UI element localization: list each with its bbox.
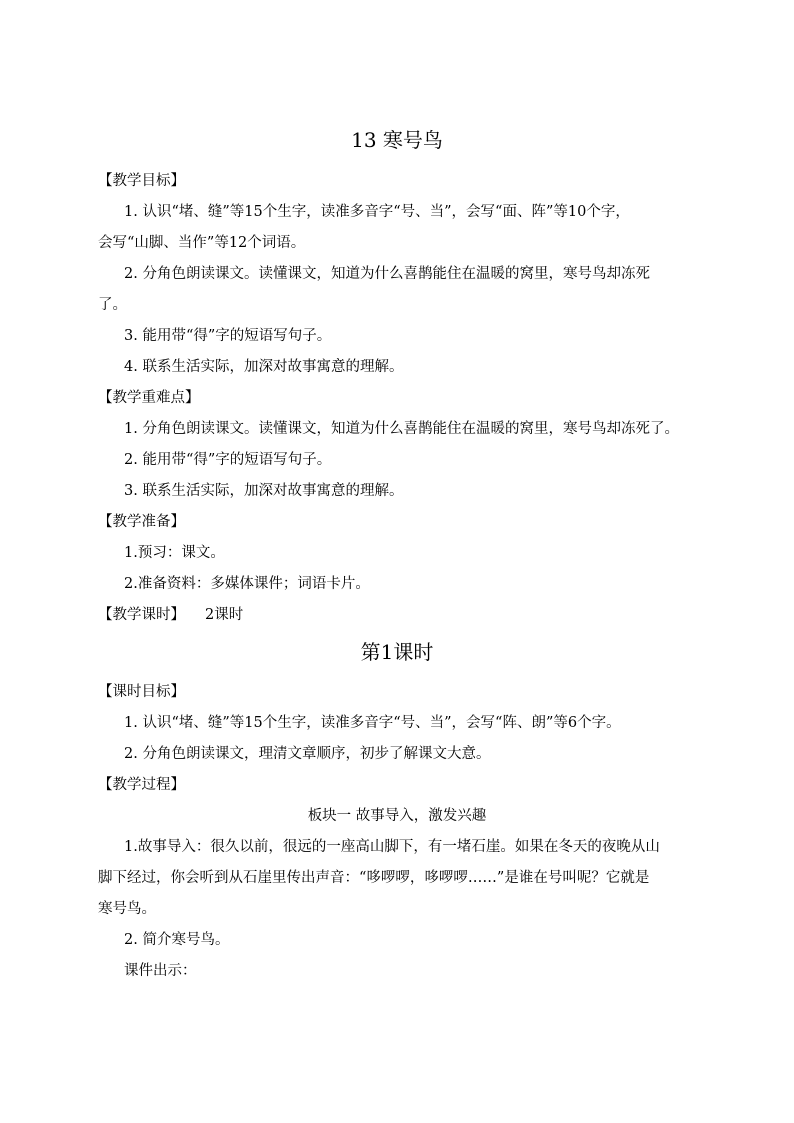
section-heading-process: 【教学过程】 (98, 777, 185, 793)
paragraph-line: 寒号鸟。 (98, 901, 156, 917)
section-heading-lesson-goals: 【课时目标】 (98, 684, 185, 700)
paragraph-line: 1. 认识“堵、缝”等15个生字，读准多音字“号、当”，会写“面、阵”等10个字， (124, 204, 630, 220)
paragraph-line: 2. 简介寒号鸟。 (124, 932, 230, 948)
paragraph-line: 2. 分角色朗读课文，理清文章顺序，初步了解课文大意。 (124, 746, 491, 762)
paragraph-line: 1.预习：课文。 (124, 545, 225, 561)
paragraph-line: 1.故事导入：很久以前，很远的一座高山脚下，有一堵石崖。如果在冬天的夜晚从山 (124, 839, 660, 855)
section-heading-teaching-goals: 【教学目标】 (98, 173, 185, 189)
paragraph-line: 1. 认识“堵、缝”等15个生字，读准多音字“号、当”，会写“阵、朗”等6个字。 (124, 715, 621, 731)
paragraph-line: 1. 分角色朗读课文。读懂课文，知道为什么喜鹊能住在温暖的窝里，寒号鸟却冻死了。 (124, 421, 679, 437)
paragraph-line: 2. 分角色朗读课文。读懂课文，知道为什么喜鹊能住在温暖的窝里，寒号鸟却冻死 (124, 266, 650, 282)
paragraph-line: 课件出示： (124, 963, 197, 979)
paragraph-line: 3. 联系生活实际，加深对故事寓意的理解。 (124, 483, 404, 499)
paragraph-line: 脚下经过，你会听到从石崖里传出声音：“哆啰啰，哆啰啰……”是谁在号叫呢？它就是 (98, 870, 650, 886)
paragraph-line: 2.准备资料：多媒体课件；词语卡片。 (124, 576, 370, 592)
section-heading-class-hours: 【教学课时】 (98, 607, 185, 623)
paragraph-line: 3. 能用带“得”字的短语写句子。 (124, 328, 332, 344)
page-title: 13 寒号鸟 (351, 128, 443, 152)
block-title: 板块一 故事导入，激发兴趣 (307, 808, 487, 824)
class-hours-value: 2课时 (205, 607, 244, 623)
paragraph-line: 会写“山脚、当作”等12个词语。 (98, 235, 306, 251)
lesson-title: 第1课时 (360, 640, 434, 664)
paragraph-line: 2. 能用带“得”字的短语写句子。 (124, 452, 332, 468)
section-heading-key-points: 【教学重难点】 (98, 390, 200, 406)
paragraph-line: 了。 (98, 297, 127, 313)
section-heading-preparation: 【教学准备】 (98, 514, 185, 530)
paragraph-line: 4. 联系生活实际，加深对故事寓意的理解。 (124, 359, 404, 375)
